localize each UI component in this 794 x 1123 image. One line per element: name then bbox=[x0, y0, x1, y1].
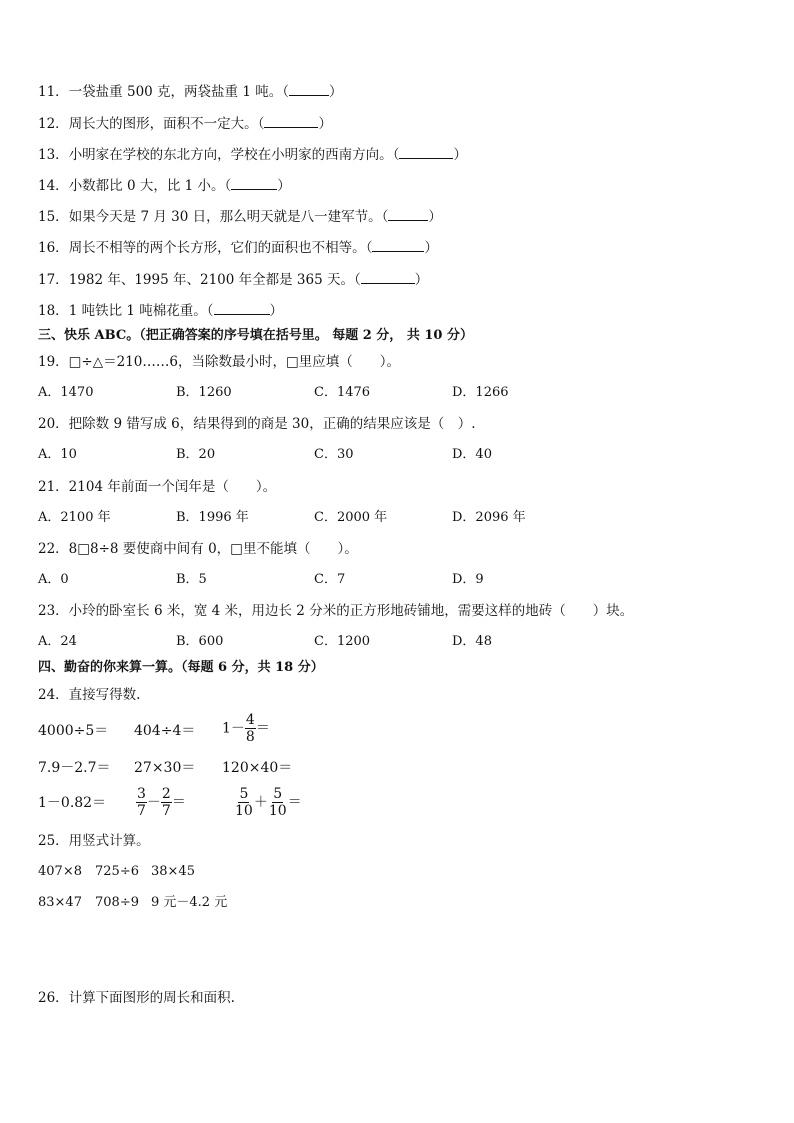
calc-7-9-minus-2-7: 7.9－2.7＝ bbox=[38, 760, 111, 776]
option-c[interactable]: C．7 bbox=[314, 572, 346, 587]
fraction: $\frac{4}{8}$ bbox=[245, 712, 255, 745]
answer-blank[interactable] bbox=[388, 207, 428, 221]
option-b[interactable]: B．600 bbox=[176, 634, 224, 649]
calc-404-div-4: 404÷4＝ bbox=[134, 723, 196, 739]
question-21: 21．2104 年前面一个闰年是（ ）。 bbox=[38, 479, 277, 495]
option-d[interactable]: D．40 bbox=[452, 447, 492, 462]
calc-1-minus-4-8: 1－ $\frac{4}{8}$ ＝ bbox=[222, 712, 270, 745]
calc-407-times-8: 407×8 bbox=[38, 864, 82, 879]
answer-blank[interactable] bbox=[231, 176, 277, 190]
option-a[interactable]: A．1470 bbox=[38, 385, 94, 400]
calc-5-10-plus-5-10: $\frac{5}{10}$ ＋ $\frac{5}{10}$ ＝ bbox=[235, 786, 302, 819]
answer-blank[interactable] bbox=[289, 82, 329, 96]
question-12: 12．周长大的图形，面积不一定大。（ ） bbox=[38, 116, 332, 132]
calc-708-div-9: 708÷9 bbox=[95, 895, 139, 910]
option-d[interactable]: D．1266 bbox=[452, 385, 509, 400]
calc-9-yuan-minus-4-2-yuan: 9 元－4.2 元 bbox=[151, 895, 228, 910]
option-c[interactable]: C．30 bbox=[314, 447, 354, 462]
question-23: 23．小玲的卧室长 6 米，宽 4 米，用边长 2 分米的正方形地砖铺地，需要这样的地砖（ ）块。 bbox=[38, 603, 634, 619]
calc-1-minus-0-82: 1－0.82＝ bbox=[38, 795, 107, 811]
answer-blank[interactable] bbox=[399, 145, 453, 159]
answer-blank[interactable] bbox=[214, 301, 270, 315]
question-25-title: 25．用竖式计算。 bbox=[38, 833, 150, 849]
option-d[interactable]: D．9 bbox=[452, 572, 484, 587]
question-16: 16．周长不相等的两个长方形，它们的面积也不相等。（ ） bbox=[38, 240, 438, 256]
section-3-heading: 三、快乐 ABC。（把正确答案的序号填在括号里。 每题 2 分， 共 10 分） bbox=[38, 328, 473, 343]
option-a[interactable]: A．10 bbox=[38, 447, 77, 462]
calc-83-times-47: 83×47 bbox=[38, 895, 82, 910]
option-c[interactable]: C．1476 bbox=[314, 385, 371, 400]
calc-27-times-30: 27×30＝ bbox=[134, 760, 196, 776]
question-15: 15．如果今天是 7 月 30 日，那么明天就是八一建军节。（ ） bbox=[38, 209, 442, 225]
question-11: 11．一袋盐重 500 克，两袋盐重 1 吨。（ ） bbox=[38, 84, 343, 100]
question-17: 17．1982 年、1995 年、2100 年全都是 365 天。（ ） bbox=[38, 272, 429, 288]
question-26-title: 26．计算下面图形的周长和面积. bbox=[38, 990, 235, 1006]
section-4-heading: 四、勤奋的你来算一算。（每题 6 分，共 18 分） bbox=[38, 660, 324, 675]
question-13: 13．小明家在学校的东北方向，学校在小明家的西南方向。（ ） bbox=[38, 147, 467, 163]
question-18: 18．1 吨铁比 1 吨棉花重。（ ） bbox=[38, 303, 283, 319]
answer-blank[interactable] bbox=[264, 114, 318, 128]
fraction: $\frac{5}{10}$ bbox=[235, 786, 253, 819]
calc-3-7-minus-2-7: $\frac{3}{7}$ － $\frac{2}{7}$ ＝ bbox=[137, 786, 186, 819]
question-20: 20．把除数 9 错写成 6，结果得到的商是 30，正确的结果应该是（ ）. bbox=[38, 416, 476, 432]
answer-blank[interactable] bbox=[372, 238, 424, 252]
option-c[interactable]: C．1200 bbox=[314, 634, 371, 649]
question-24-title: 24．直接写得数. bbox=[38, 687, 141, 703]
fraction: $\frac{2}{7}$ bbox=[161, 786, 171, 819]
calc-725-div-6: 725÷6 bbox=[95, 864, 139, 879]
question-19: 19．□÷△＝210……6，当除数最小时，□里应填（ ）。 bbox=[38, 354, 400, 370]
calc-4000-div-5: 4000÷5＝ bbox=[38, 723, 109, 739]
option-b[interactable]: B．1260 bbox=[176, 385, 232, 400]
fraction: $\frac{3}{7}$ bbox=[137, 786, 146, 819]
option-b[interactable]: B．1996 年 bbox=[176, 510, 249, 525]
calc-38-times-45: 38×45 bbox=[151, 864, 195, 879]
option-c[interactable]: C．2000 年 bbox=[314, 510, 388, 525]
option-b[interactable]: B．5 bbox=[176, 572, 207, 587]
question-22: 22．8□8÷8 要使商中间有 0，□里不能填（ ）。 bbox=[38, 541, 358, 557]
answer-blank[interactable] bbox=[361, 270, 415, 284]
option-d[interactable]: D．48 bbox=[452, 634, 492, 649]
fraction: $\frac{5}{10}$ bbox=[268, 786, 287, 819]
option-d[interactable]: D．2096 年 bbox=[452, 510, 526, 525]
option-a[interactable]: A．0 bbox=[38, 572, 69, 587]
option-a[interactable]: A．2100 年 bbox=[38, 510, 111, 525]
option-b[interactable]: B．20 bbox=[176, 447, 216, 462]
calc-120-times-40: 120×40＝ bbox=[222, 760, 293, 776]
option-a[interactable]: A．24 bbox=[38, 634, 77, 649]
question-14: 14．小数都比 0 大，比 1 小。（ ） bbox=[38, 178, 291, 194]
